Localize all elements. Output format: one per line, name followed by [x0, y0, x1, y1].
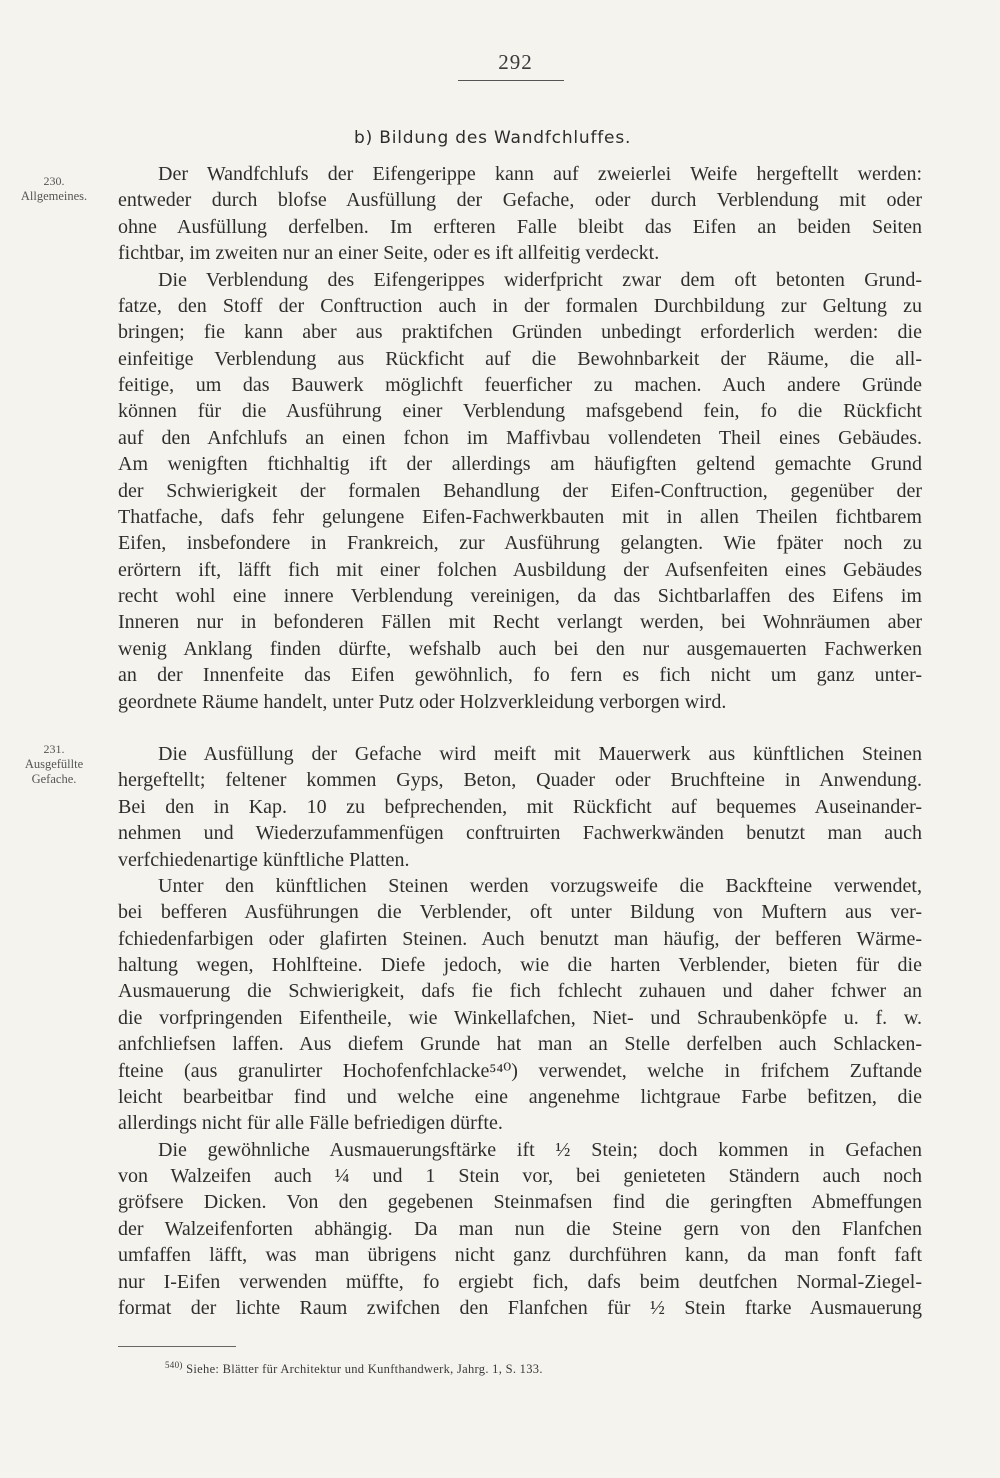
text-line: gröfsere Dicken. Von den gegebenen Steinmafsen find die geringften Abmeffungen — [118, 1191, 922, 1214]
text-line: recht wohl eine innere Verblendung vereinigen, da das Sichtbarlaffen des Eifens im — [118, 585, 922, 607]
text-line: fchiedenfarbigen oder glafirten Steinen. Auch benutzt man häufig, der befferen Wärme- — [118, 927, 922, 950]
text-line: auf den Anfchlufs an einen fchon im Maffivbau vollendeten Theil eines Gebäudes. — [118, 426, 922, 449]
margin-note-number: 230. — [43, 174, 65, 188]
text-line: Die Ausfüllung der Gefache wird meift mit Mauerwerk aus künftlichen Steinen — [158, 743, 922, 765]
text-line: verfchiedenartige künftliche Platten. — [118, 848, 410, 871]
text-line: allerdings nicht für alle Fälle befriedigen dürfte. — [118, 1112, 503, 1135]
footnote-mark: 540) — [165, 1360, 183, 1370]
footnote-rule — [118, 1346, 236, 1347]
text-line: bei befferen Ausführungen die Verblender, oft unter Bildung von Muftern aus ver- — [118, 901, 922, 924]
text-line: Inneren nur in befonderen Fällen mit Recht verlangt werden, bei Wohnräumen aber — [118, 611, 922, 634]
text-line: Eifen, insbefondere in Frankreich, zur Ausführung gelangten. Wie fpäter noch zu — [118, 532, 922, 555]
text-line: Bei den in Kap. 10 zu befprechenden, mit Rückficht auf bequemes Auseinander- — [118, 795, 922, 818]
margin-note-label: Allgemeines. — [20, 189, 88, 203]
page-number-rule — [458, 80, 564, 81]
text-line: fichtbar, im zweiten nur an einer Seite, oder es ift allfeitig verdeckt. — [118, 242, 660, 265]
text-line: Die Verblendung des Eifengerippes widerfpricht zwar dem oft betonten Grund- — [158, 268, 922, 291]
text-line: Am wenigften ftichhaltig ift der allerdings am häufigften geltend gemachte Grund — [118, 453, 922, 476]
footnote-text: Siehe: Blätter für Architektur und Kunfthandwerk, Jahrg. 1, S. 133. — [186, 1362, 543, 1377]
margin-note-label: Gefache. — [31, 772, 77, 786]
page-number: 292 — [498, 50, 533, 74]
margin-note-231 — [8, 742, 100, 787]
text-line: bringen; fie kann aber aus praktifchen Gründen unbedingt erforderlich werden: die — [118, 321, 922, 344]
text-line: wenig Anklang finden dürfte, wefshalb auch bei den nur ausgemauerten Fachwerken — [118, 637, 922, 660]
text-line: Die gewöhnliche Ausmauerungsftärke ift ½ Stein; doch kommen in Gefachen — [158, 1138, 922, 1161]
text-line: von Walzeifen auch ¼ und 1 Stein vor, bei genieteten Ständern auch noch — [118, 1165, 922, 1187]
body-text-section-230 — [118, 161, 922, 715]
text-line: umfaffen läfft, was man übrigens nicht ganz durchführen kann, da man fonft faft — [118, 1244, 922, 1267]
text-line: fteine (aus granulirter Hochofenfchlacke⁵⁴⁰) verwendet, welche in frifchem Zuftande — [118, 1059, 922, 1082]
text-line: einfeitige Verblendung aus Rückficht auf die Bewohnbarkeit der Räume, die all- — [118, 347, 922, 370]
text-line: Ausmauerung die Schwierigkeit, dafs fie fich fchlecht zuhauen und daher fchwer an — [118, 980, 922, 1003]
margin-note-number: 231. — [43, 742, 65, 756]
body-text-section-231 — [118, 741, 922, 1321]
text-line: Thatfache, dafs fehr gelungene Eifen-Fachwerkbauten mit in allen Theilen fichtbarem — [118, 505, 922, 528]
margin-note-230 — [8, 174, 100, 204]
text-line: an der Innenfeite das Eifen gewöhnlich, fo fern es fich nicht um ganz unter- — [118, 664, 922, 687]
text-line: der Walzeifenforten abhängig. Da man nun die Steine gern von den Flanfchen — [118, 1217, 922, 1240]
text-line: fatze, den Stoff der Conftruction auch in der formalen Durchbildung zur Geltung zu — [118, 294, 922, 317]
text-line: die vorfpringenden Eifentheile, wie Winkellafchen, Niet- und Schraubenköpfe u. f. w. — [118, 1006, 922, 1029]
text-line: haltung wegen, Hohlfteine. Diefe jedoch, wie die harten Verblender, bieten für die — [118, 954, 922, 976]
text-line: nur I-Eifen verwenden müffte, fo ergiebt fich, dafs beim deutfchen Normal-Ziegel- — [118, 1270, 922, 1293]
text-line: geordnete Räume handelt, unter Putz oder Holzverkleidung verborgen wird. — [118, 690, 727, 713]
margin-note-label: Ausgefüllte — [24, 757, 84, 771]
section-heading: b) Bildung des Wandfchluffes. — [354, 128, 632, 148]
text-line: format der lichte Raum zwifchen den Flanfchen für ½ Stein ftarke Ausmauerung — [118, 1296, 922, 1319]
text-line: feitige, um das Bauwerk möglichft feuerficher zu machen. Auch andere Gründe — [118, 374, 922, 396]
text-line: Unter den künftlichen Steinen werden vorzugsweife die Backfteine verwendet, — [158, 874, 922, 897]
text-line: ohne Ausfüllung derfelben. Im erfteren Falle bleibt das Eifen an beiden Seiten — [118, 215, 922, 238]
text-line: der Schwierigkeit der formalen Behandlung der Eifen-Conftruction, gegenüber der — [118, 479, 922, 502]
text-line: erörtern ift, läfft fich mit einer folchen Ausbildung der Aufsenfeiten eines Gebäudes — [118, 558, 922, 581]
footnote — [165, 1360, 543, 1377]
text-line: hergeftellt; feltener kommen Gyps, Beton, Quader oder Bruchfteine in Anwendung. — [118, 769, 922, 792]
text-line: können für die Ausführung einer Verblendung mafsgebend fein, fo die Rückficht — [118, 400, 922, 423]
text-line: Der Wandfchlufs der Eifengerippe kann auf zweierlei Weife hergeftellt werden: — [158, 163, 922, 185]
text-line: nehmen und Wiederzufammenfügen conftruirten Fachwerkwänden benutzt man auch — [118, 822, 922, 845]
text-line: anfchliefsen laffen. Aus diefem Grunde hat man an Stelle derfelben auch Schlacken- — [118, 1033, 922, 1056]
text-line: leicht bearbeitbar find und welche eine angenehme lichtgraue Farbe befitzen, die — [118, 1085, 922, 1108]
text-line: entweder durch blofse Ausfüllung der Gefache, oder durch Verblendung mit oder — [118, 189, 922, 212]
